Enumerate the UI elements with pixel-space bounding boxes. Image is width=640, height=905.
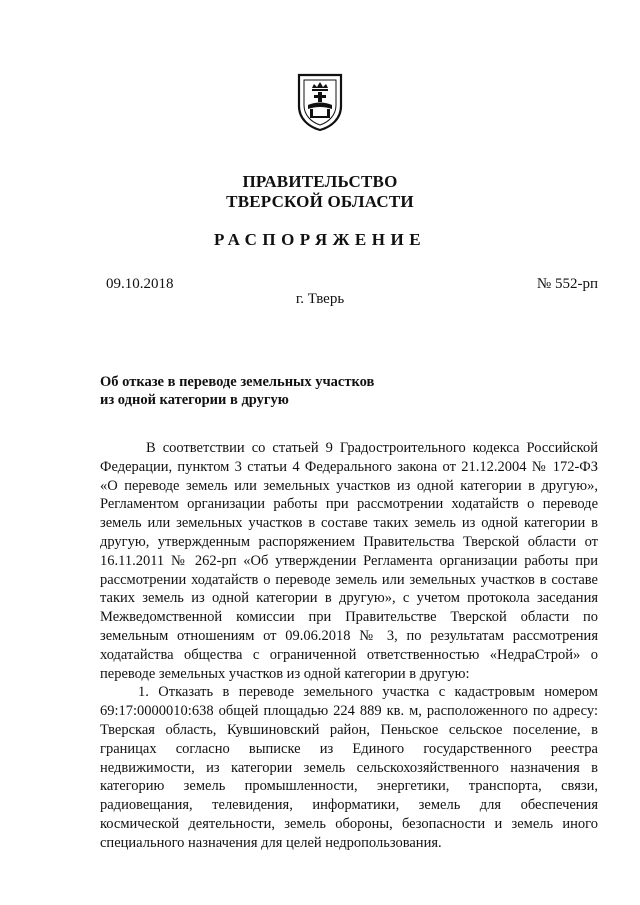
document-number: № 552-рп — [536, 276, 598, 292]
document-date: 09.10.2018 — [106, 276, 174, 292]
org-name-line2: ТВЕРСКОЙ ОБЛАСТИ — [226, 192, 414, 211]
body-paragraph-preamble: В соответствии со статьей 9 Градостроительного кодекса Российской Федерации, пунктом 3 статьи 4 Федерального закона от 21.12.2004 № 172-ФЗ «О переводе земель или земельных участков из одной категории в другую», Регламентом организации работы при рассмотрении ходатайств о переводе земель или земельных участков в составе таких земель из одной категории в другую, утвержденным распоряжением Правительства Тверской области от 16.11.2011 № 262-рп «Об утверждении Регламента организации работы при рассмотрении ходатайств о переводе земель или земельных участков в составе таких земель из одной категории в другую», с учетом протокола заседания Межведомственной комиссии при Правительстве Тверской области по земельным отношениям от 09.06.2018 № 3, по результатам рассмотрения ходатайства общества с ограниченной ответственностью «НедраСтрой» о переводе земельных участков из одной категории в другую: — [100, 440, 598, 682]
document-type: РАСПОРЯЖЕНИЕ — [213, 230, 427, 249]
document-body — [100, 439, 598, 853]
subject-line1: Об отказе в переводе земельных участков — [100, 374, 375, 390]
subject-line2: из одной категории в другую — [100, 392, 289, 408]
org-name-line1: ПРАВИТЕЛЬСТВО — [242, 172, 398, 191]
document-city: г. Тверь — [295, 291, 345, 307]
body-paragraph-item-1: 1. Отказать в переводе земельного участка с кадастровым номером 69:17:0000010:638 общей площадью 224 889 кв. м, расположенного по адресу: Тверская область, Кувшиновский район, Пеньское сельское поселение, в границах согласно выписке из Единого государственного реестра недвижимости, из категории земель сельскохозяйственного назначения в категорию земель промышленности, энергетики, транспорта, связи, радиовещания, телевидения, информатики, земель для обеспечения космической деятельности, земель обороны, безопасности и земель иного специального назначения для целей недропользования. — [100, 684, 598, 851]
tver-coat-of-arms-icon — [296, 72, 344, 132]
document-subject — [100, 373, 420, 409]
